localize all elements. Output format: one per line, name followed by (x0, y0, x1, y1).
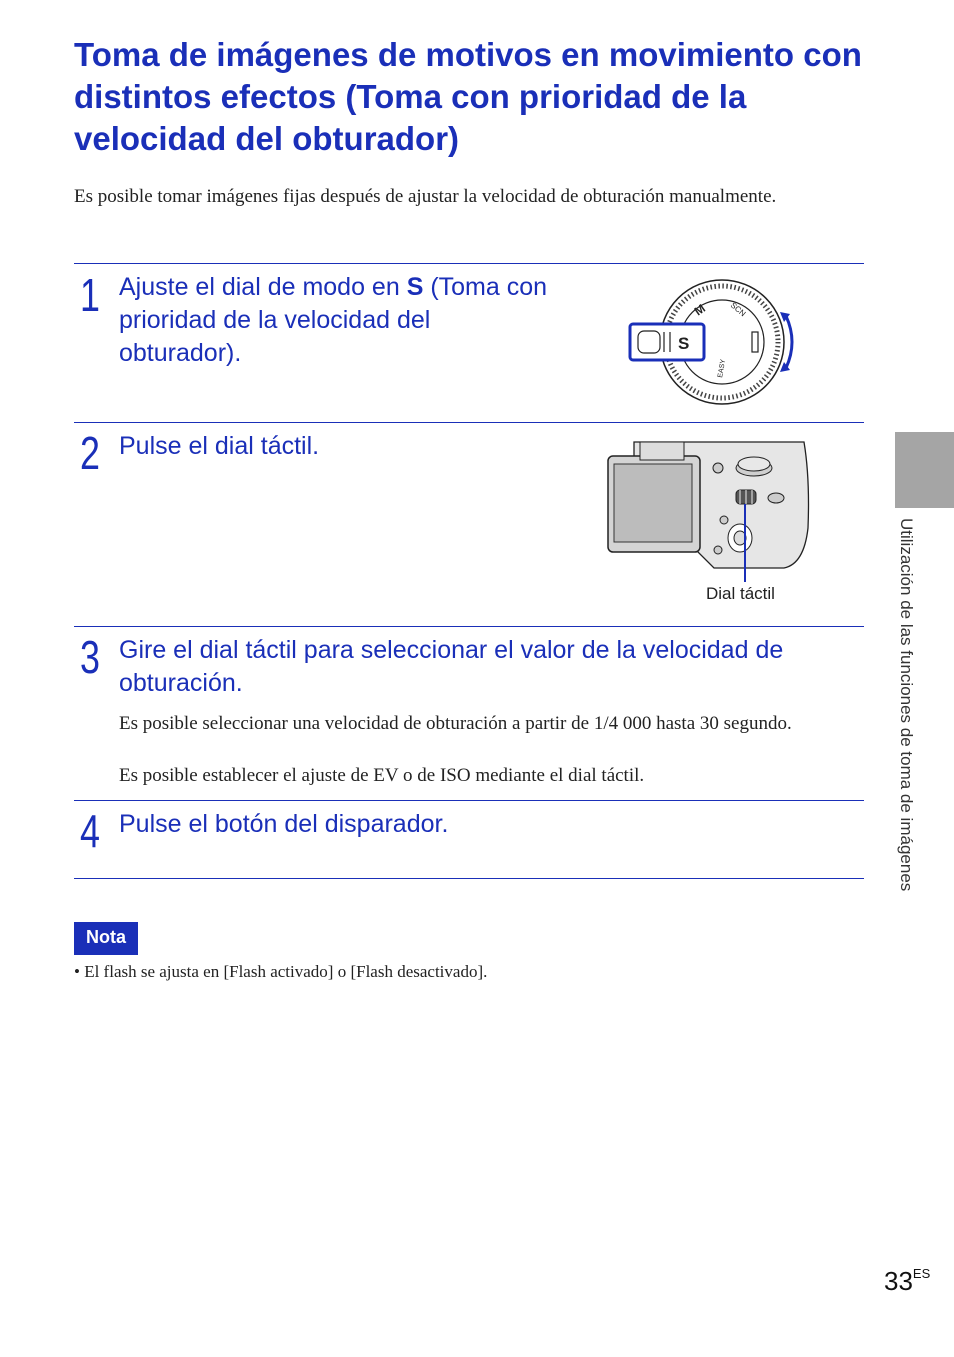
page-number-value: 33 (884, 1266, 913, 1296)
step-3-number: 3 (80, 631, 100, 683)
step-4-rule (74, 800, 864, 801)
camera-illustration (604, 438, 814, 582)
dial-label-scn: SCN (728, 300, 748, 319)
step-1-text-before: Ajuste el dial de modo en (119, 273, 407, 301)
note-badge: Nota (74, 922, 138, 955)
step-3-body-line-1: Es posible seleccionar una velocidad de obturación a partir de 1/4 000 hasta 30 segundo. (119, 713, 792, 734)
step-2-text: Pulse el dial táctil. (119, 432, 320, 460)
page-title: Toma de imágenes de motivos en movimiento con distintos efectos (Toma con prioridad de la velocidad del obturador) (74, 36, 862, 157)
step-1-text (119, 271, 559, 370)
dial-label-easy: EASY (717, 358, 728, 379)
shutter-mode-symbol: S (406, 273, 424, 301)
note-item: • El flash se ajusta en [Flash activado] o [Flash desactivado]. (74, 962, 488, 981)
step-3-body-line-2: Es posible establecer el ajuste de EV o de ISO mediante el dial táctil. (119, 765, 645, 786)
step-4-text: Pulse el botón del disparador. (119, 810, 449, 838)
step-1-number: 1 (80, 269, 100, 321)
intro-paragraph: Es posible tomar imágenes fijas después de ajustar la velocidad de obturación manualmente. (74, 186, 777, 207)
touch-dial-caption: Dial táctil (706, 584, 775, 603)
section-tab (895, 432, 954, 508)
step-3-rule (74, 626, 864, 627)
section-side-label: Utilización de las funciones de toma de imágenes (897, 518, 916, 892)
step-3-text: Gire el dial táctil para seleccionar el valor de la velocidad de obturación. (119, 636, 784, 697)
mode-dial-illustration (626, 278, 798, 408)
step-2-rule (74, 422, 864, 423)
dial-label-s: S (678, 334, 690, 353)
page-number (884, 1266, 930, 1297)
step-1-rule (74, 263, 864, 264)
step-2-number: 2 (80, 427, 100, 479)
steps-bottom-rule (74, 878, 864, 879)
page-language-suffix: ES (912, 1266, 931, 1281)
step-4-number: 4 (80, 805, 100, 857)
dial-label-m: M (691, 301, 708, 319)
step-1-text-after: (Toma con prioridad de la velocidad del obturador). (119, 273, 548, 367)
